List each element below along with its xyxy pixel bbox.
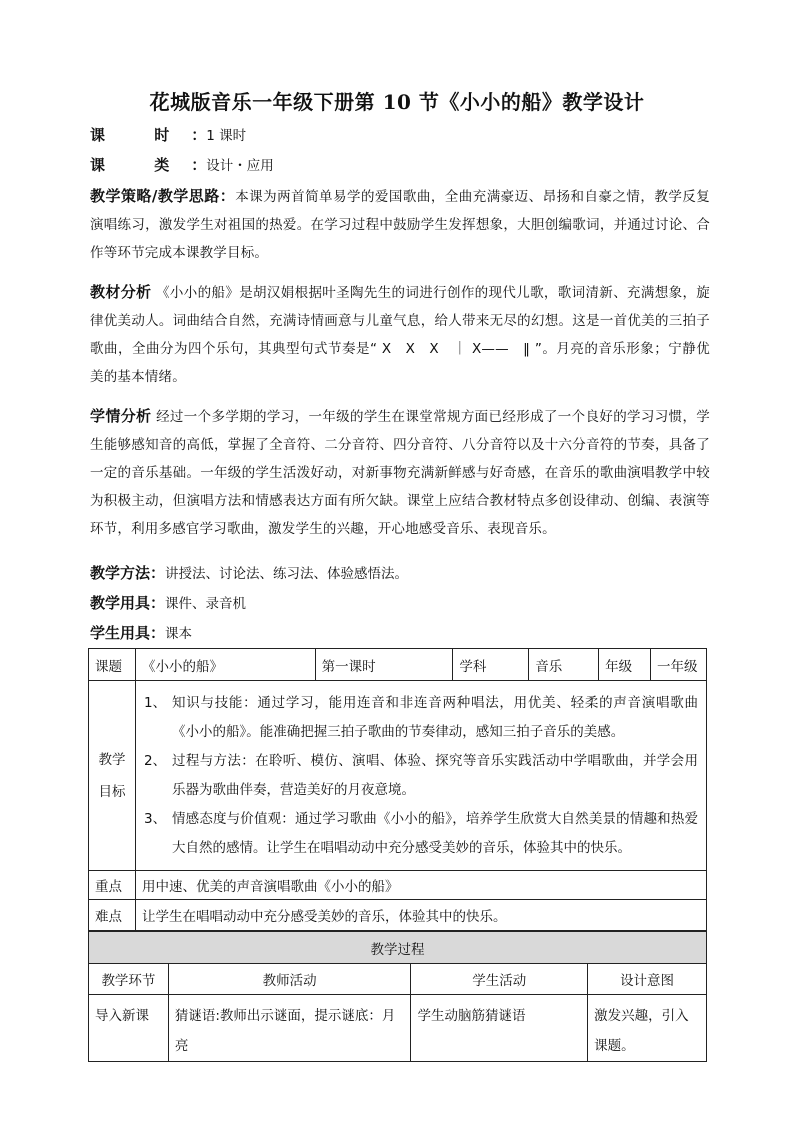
- column-header: 设计意图: [588, 964, 707, 995]
- teacher-activity-cell: 猜谜语:教师出示谜面，提示谜底：月亮: [168, 995, 411, 1062]
- strategy-section: [90, 182, 710, 267]
- key-label: 重点: [89, 871, 136, 900]
- tools-label: 教学用具：: [90, 594, 166, 612]
- process-heading: 教学过程: [89, 932, 707, 964]
- table-row: [89, 995, 707, 1062]
- student-tools-label: 学生用具：: [90, 624, 166, 642]
- type-label: 课 类: [90, 156, 192, 174]
- method-section: [90, 560, 710, 587]
- key-value: 用中速、优美的声音演唱歌曲《小小的船》: [135, 871, 706, 900]
- tools-section: [90, 590, 710, 617]
- strategy-text: 本课为两首简单易学的爱国歌曲，全曲充满豪迈、昂扬和自豪之情，教学反复演唱练习，激发学生对祖国的热爱。在学习过程中鼓励学生发挥想象，大胆创编歌词，并通过讨论、合作等环节完成本课教学目标。: [90, 189, 710, 261]
- column-header: 教师活动: [168, 964, 411, 995]
- lesson-value: 第一课时: [315, 649, 453, 681]
- strategy-label: 教学策略/教学思路：: [90, 187, 236, 205]
- learner-section: [90, 402, 710, 543]
- difficulty-value: 让学生在唱唱动动中充分感受美妙的音乐，体验其中的快乐。: [135, 900, 706, 931]
- table-row: [89, 871, 707, 900]
- table-row: [89, 649, 707, 681]
- learner-text: 经过一个多学期的学习，一年级的学生在课堂常规方面已经形成了一个良好的学习习惯，学生能够感知音的高低，掌握了全音符、二分音符、四分音符、八分音符以及十六分音符的节奏，具备了一定的音乐基础。一年级的学生活泼好动，对新事物充满新鲜感与好奇感，在音乐的歌曲演唱教学中较为积极主动，但演唱方法和情感表达方面有所欠缺。课堂上应结合教材特点多创设律动、创编、表演等环节，利用多感官学习歌曲，激发学生的兴趣，开心地感受音乐、表现音乐。: [90, 409, 711, 537]
- topic-label: 课题: [89, 649, 136, 681]
- design-intent-cell: 激发兴趣，引入课题。: [588, 995, 707, 1062]
- difficulty-label: 难点: [89, 900, 136, 931]
- method-text: 讲授法、讨论法、练习法、体验感悟法。: [165, 566, 409, 582]
- goal-item: 1、 知识与技能：通过学习，能用连音和非连音两种唱法，用优美、轻柔的声音演唱歌曲《小小的船》。能准确把握三拍子歌曲的节奏律动，感知三拍子音乐的美感。: [143, 694, 698, 740]
- column-header: 学生活动: [411, 964, 588, 995]
- material-text: 《小小的船》是胡汉娟根据叶圣陶先生的词进行创作的现代儿歌，歌词清新、充满想象，旋律优美动人。词曲结合自然，充满诗情画意与儿童气息，给人带来无尽的幻想。这是一首优美的三拍子歌曲，全曲分为四个乐句，其典型句式节奏是“ X X X ｜ X—— ‖ ”。月亮的音乐形象；宁静优美的基本情绪。: [90, 285, 711, 385]
- table-row: [89, 964, 707, 995]
- goals-label: 教学目标: [89, 681, 136, 871]
- period-label: 课 时: [90, 126, 192, 144]
- table-row: [89, 900, 707, 931]
- topic-value: 《小小的船》: [135, 649, 315, 681]
- material-label: 教材分析: [90, 283, 152, 301]
- student-activity-cell: 学生动脑筋猜谜语: [411, 995, 588, 1062]
- grade-label: 年级: [599, 649, 651, 681]
- goal-item: 2、 过程与方法：在聆听、模仿、演唱、体验、探究等音乐实践活动中学唱歌曲，并学会用乐器为歌曲伴奏，营造美好的月夜意境。: [143, 752, 698, 798]
- grade-value: 一年级: [651, 649, 707, 681]
- goals-list: [135, 681, 706, 871]
- meta-period: 课 时：1 课时: [90, 126, 247, 144]
- teaching-process-table: [88, 931, 707, 1062]
- student-tools-text: 课本: [165, 626, 193, 642]
- method-label: 教学方法：: [90, 564, 166, 582]
- column-header: 教学环节: [89, 964, 169, 995]
- type-value: 设计・应用: [206, 158, 274, 174]
- period-value: 1 课时: [206, 128, 247, 144]
- student-tools-section: [90, 620, 710, 647]
- stage-cell: 导入新课: [89, 995, 169, 1062]
- table-row: [89, 681, 707, 871]
- material-section: [90, 278, 710, 391]
- lesson-info-table: [88, 648, 707, 931]
- subject-value: 音乐: [529, 649, 599, 681]
- tools-text: 课件、录音机: [165, 596, 247, 612]
- meta-type: 课 类：设计・应用: [90, 156, 274, 174]
- subject-label: 学科: [453, 649, 529, 681]
- learner-label: 学情分析: [90, 407, 152, 425]
- document-title: 花城版音乐一年级下册第 10 节《小小的船》教学设计: [149, 90, 645, 114]
- goal-item: 3、 情感态度与价值观：通过学习歌曲《小小的船》，培养学生欣赏大自然美景的情趣和热爱大自然的感情。让学生在唱唱动动中充分感受美妙的音乐，体验其中的快乐。: [143, 810, 698, 856]
- table-row: [89, 932, 707, 964]
